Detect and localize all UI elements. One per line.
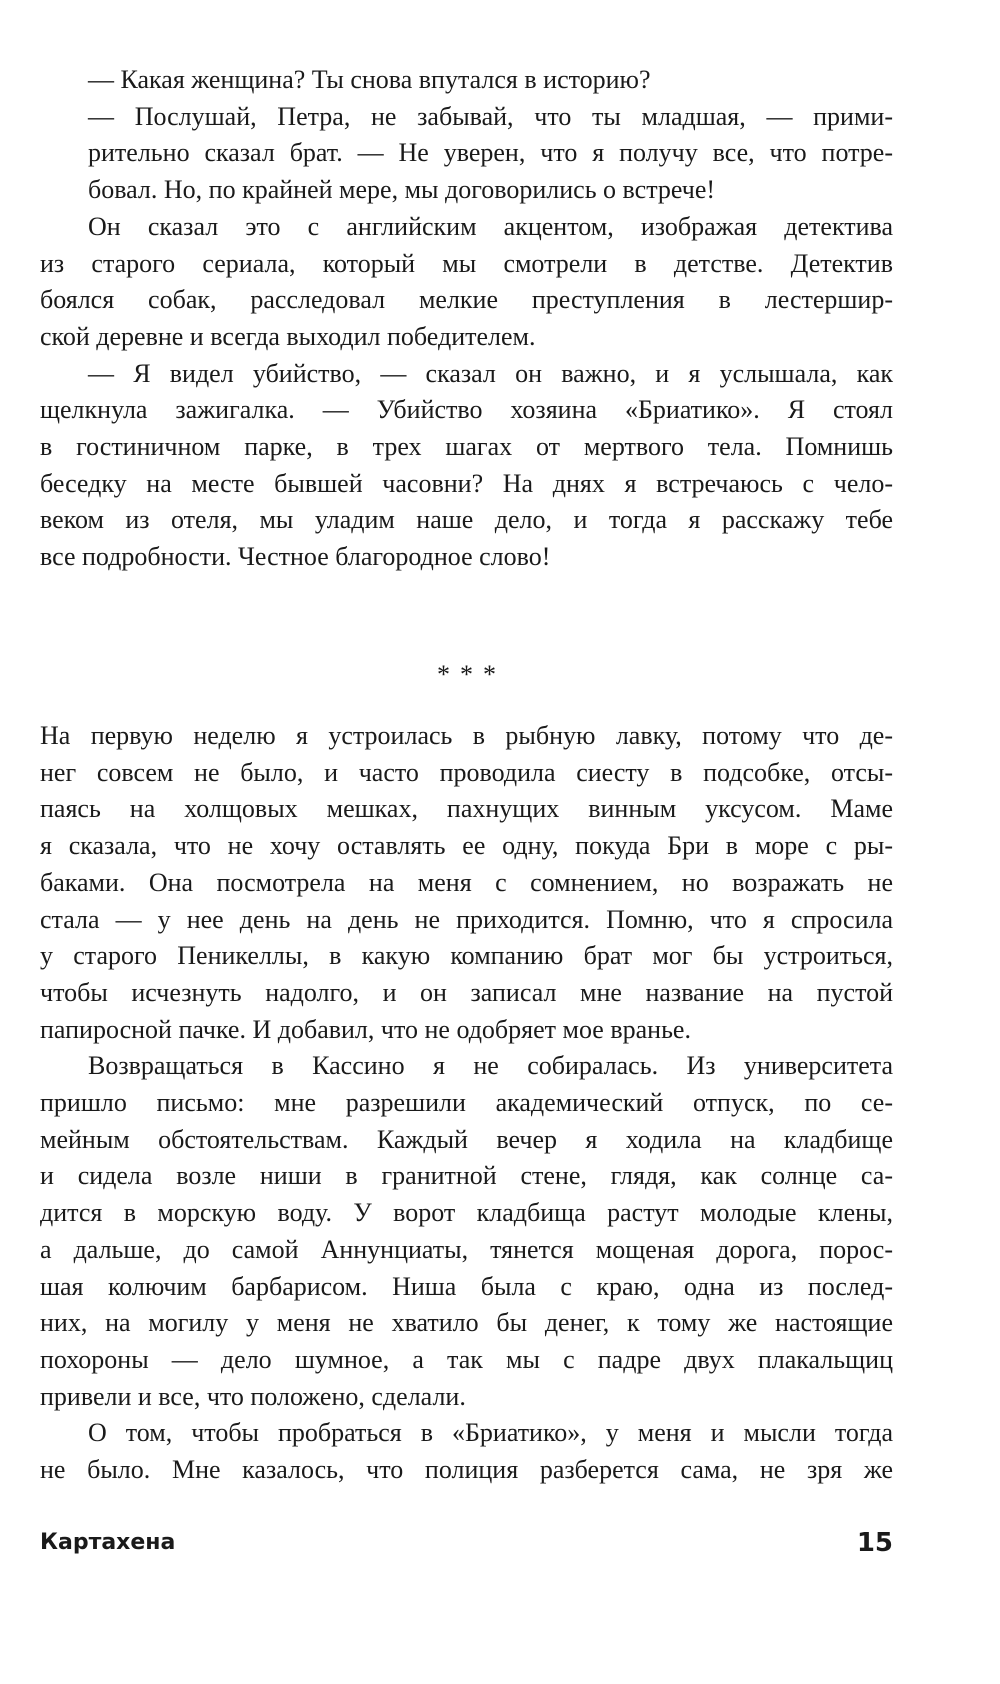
- text-line: — Я видел убийство, — сказал он важно, и я услышала, как: [88, 358, 893, 388]
- book-page: [40, 50, 893, 1670]
- paragraph: [40, 62, 893, 99]
- paragraph: [40, 99, 893, 209]
- text-line: боялся собак, расследовал мелкие преступления в лестершир-: [40, 285, 893, 315]
- paragraph: [40, 718, 893, 1048]
- text-line: беседку на месте бывшей часовни? На днях я встречаюсь с чело-: [40, 468, 893, 498]
- text-section-1: [40, 62, 893, 576]
- text-line: стала — у нее день на день не приходится. Помню, что я спросила: [40, 904, 893, 934]
- text-line: ской деревне и всегда выходил победителем.: [40, 321, 536, 351]
- text-line: рительно сказал брат. — Не уверен, что я получу все, что потре-: [88, 138, 893, 168]
- paragraph: [40, 356, 893, 576]
- text-line: из старого сериала, который мы смотрели в детстве. Детектив: [40, 248, 893, 278]
- text-line: я сказала, что не хочу оставлять ее одну, покуда Бри в море с ры-: [40, 831, 893, 861]
- paragraph: [40, 209, 893, 356]
- text-line: нег совсем не было, и часто проводила сиесту в подсобке, отсы-: [40, 757, 893, 787]
- page-footer: [40, 1530, 893, 1570]
- text-line: похороны — дело шумное, а так мы с падре двух плакальщиц: [40, 1344, 893, 1374]
- section-separator: ***: [437, 660, 506, 689]
- text-line: а дальше, до самой Аннунциаты, тянется мощеная дорога, порос-: [40, 1234, 893, 1264]
- text-line: шая колючим барбарисом. Ниша была с краю, одна из послед-: [40, 1271, 893, 1301]
- text-line: дится в морскую воду. У ворот кладбища растут молодые клены,: [40, 1198, 893, 1228]
- text-line: щелкнула зажигалка. — Убийство хозяина «Бриатико». Я стоял: [40, 395, 893, 425]
- running-title: Картахена: [40, 1530, 176, 1555]
- text-line: О том, чтобы пробраться в «Бриатико», у меня и мысли тогда: [88, 1418, 893, 1448]
- text-line: веком из отеля, мы уладим наше дело, и тогда я расскажу тебе: [40, 505, 893, 535]
- text-line: и сидела возле ниши в гранитной стене, глядя, как солнце са-: [40, 1161, 893, 1191]
- text-line: не было. Мне казалось, что полиция разберется сама, не зря же: [40, 1455, 893, 1485]
- text-line: у старого Пеникеллы, в какую компанию брат мог бы устроиться,: [40, 941, 893, 971]
- text-line: Возвращаться в Кассино я не собиралась. Из университета: [88, 1051, 893, 1081]
- text-line: чтобы исчезнуть надолго, и он записал мне название на пустой: [40, 977, 893, 1007]
- text-line: — Какая женщина? Ты снова впутался в историю?: [88, 65, 651, 94]
- text-line: в гостиничном парке, в трех шагах от мертвого тела. Помнишь: [40, 432, 893, 462]
- text-line: пришло письмо: мне разрешили академический отпуск, по се-: [40, 1088, 893, 1118]
- text-line: них, на могилу у меня не хватило бы денег, к тому же настоящие: [40, 1308, 893, 1338]
- paragraph: [40, 1048, 893, 1415]
- text-line: все подробности. Честное благородное слово!: [40, 542, 551, 572]
- text-line: привели и все, что положено, сделали.: [40, 1381, 466, 1411]
- text-line: — Послушай, Петра, не забывай, что ты младшая, — прими-: [88, 101, 893, 131]
- text-line: Он сказал это с английским акцентом, изображая детектива: [88, 211, 893, 241]
- text-line: паясь на холщовых мешках, пахнущих винным уксусом. Маме: [40, 794, 893, 824]
- text-line: На первую неделю я устроилась в рыбную лавку, потому что де-: [40, 721, 893, 750]
- text-line: баками. Она посмотрела на меня с сомнением, но возражать не: [40, 867, 893, 897]
- page-number: 15: [856, 1528, 893, 1558]
- text-line: бовал. Но, по крайней мере, мы договорились о встрече!: [88, 175, 716, 205]
- text-line: мейным обстоятельствам. Каждый вечер я ходила на кладбище: [40, 1124, 893, 1154]
- text-line: папиросной пачке. И добавил, что не одобряет мое вранье.: [40, 1014, 691, 1044]
- paragraph: [40, 1415, 893, 1488]
- text-section-2: [40, 718, 893, 1489]
